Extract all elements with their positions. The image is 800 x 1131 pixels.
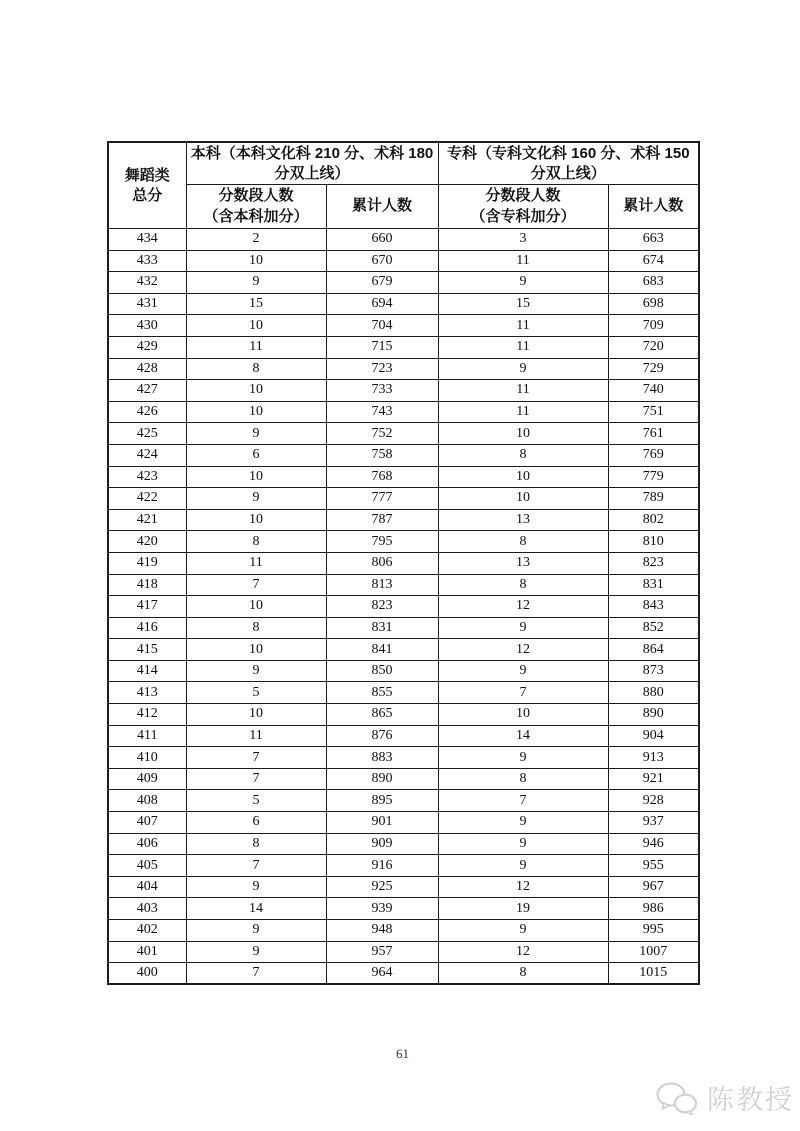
total-score-cell: 431 <box>108 293 186 315</box>
table-header <box>108 142 699 229</box>
benke-cumulative-cell: 694 <box>326 293 438 315</box>
benke-segment-count-cell: 10 <box>186 315 326 337</box>
benke-segment-count-cell: 11 <box>186 552 326 574</box>
zhuanke-cumulative-cell: 843 <box>608 596 699 618</box>
table-row <box>108 466 699 488</box>
benke-cumulative-cell: 723 <box>326 358 438 380</box>
zhuanke-cumulative-cell: 852 <box>608 617 699 639</box>
table-row <box>108 876 699 898</box>
zhuanke-segment-count-cell: 10 <box>438 704 608 726</box>
benke-cumulative-cell: 715 <box>326 336 438 358</box>
total-score-cell: 419 <box>108 552 186 574</box>
total-score-cell: 412 <box>108 704 186 726</box>
zhuanke-segment-count-cell: 12 <box>438 596 608 618</box>
benke-cumulative-cell: 679 <box>326 272 438 294</box>
zhuanke-segment-count-cell: 12 <box>438 876 608 898</box>
group-header-row <box>108 142 699 185</box>
zhuanke-cumulative-cell: 709 <box>608 315 699 337</box>
benke-cumulative-cell: 876 <box>326 725 438 747</box>
zhuanke-cumulative-cell: 810 <box>608 531 699 553</box>
zhuanke-cumulative-cell: 995 <box>608 920 699 942</box>
score-distribution-table <box>107 141 700 985</box>
sub-header-benke-segment <box>186 185 326 229</box>
zhuanke-cumulative-cell: 880 <box>608 682 699 704</box>
benke-cumulative-cell: 787 <box>326 509 438 531</box>
total-score-cell: 425 <box>108 423 186 445</box>
benke-cumulative-cell: 964 <box>326 963 438 985</box>
benke-cumulative-cell: 895 <box>326 790 438 812</box>
total-score-cell: 405 <box>108 855 186 877</box>
benke-segment-count-cell: 6 <box>186 812 326 834</box>
total-score-cell: 429 <box>108 336 186 358</box>
benke-cumulative-cell: 704 <box>326 315 438 337</box>
benke-segment-count-cell: 10 <box>186 596 326 618</box>
benke-segment-count-cell: 10 <box>186 639 326 661</box>
table-row <box>108 682 699 704</box>
benke-cumulative-cell: 883 <box>326 747 438 769</box>
zhuanke-segment-count-cell: 10 <box>438 488 608 510</box>
benke-segment-count-cell: 10 <box>186 250 326 272</box>
benke-cumulative-cell: 733 <box>326 380 438 402</box>
zhuanke-segment-count-cell: 9 <box>438 617 608 639</box>
table-row <box>108 272 699 294</box>
benke-segment-count-cell: 9 <box>186 920 326 942</box>
benke-cumulative-cell: 901 <box>326 812 438 834</box>
table-row <box>108 444 699 466</box>
wechat-logo-icon <box>655 1081 699 1115</box>
benke-segment-count-cell: 6 <box>186 444 326 466</box>
benke-cumulative-cell: 939 <box>326 898 438 920</box>
sub-header-benke-segment-line1: 分数段人数 <box>218 187 294 205</box>
benke-cumulative-cell: 850 <box>326 660 438 682</box>
total-score-cell: 418 <box>108 574 186 596</box>
benke-cumulative-cell: 660 <box>326 229 438 251</box>
total-score-cell: 414 <box>108 660 186 682</box>
zhuanke-cumulative-cell: 928 <box>608 790 699 812</box>
table-row <box>108 920 699 942</box>
zhuanke-segment-count-cell: 19 <box>438 898 608 920</box>
zhuanke-segment-count-cell: 11 <box>438 315 608 337</box>
total-score-cell: 410 <box>108 747 186 769</box>
table-row <box>108 336 699 358</box>
table-row <box>108 704 699 726</box>
zhuanke-segment-count-cell: 7 <box>438 790 608 812</box>
watermark-text: 陈教授 <box>707 1085 794 1115</box>
benke-cumulative-cell: 948 <box>326 920 438 942</box>
zhuanke-cumulative-cell: 873 <box>608 660 699 682</box>
table-row <box>108 229 699 251</box>
total-score-cell: 411 <box>108 725 186 747</box>
zhuanke-cumulative-cell: 740 <box>608 380 699 402</box>
benke-cumulative-cell: 795 <box>326 531 438 553</box>
total-score-cell: 426 <box>108 401 186 423</box>
zhuanke-cumulative-cell: 946 <box>608 833 699 855</box>
benke-segment-count-cell: 8 <box>186 833 326 855</box>
zhuanke-cumulative-cell: 913 <box>608 747 699 769</box>
benke-segment-count-cell: 10 <box>186 466 326 488</box>
total-score-cell: 423 <box>108 466 186 488</box>
zhuanke-segment-count-cell: 15 <box>438 293 608 315</box>
table-row <box>108 250 699 272</box>
table-row <box>108 574 699 596</box>
benke-cumulative-cell: 865 <box>326 704 438 726</box>
benke-cumulative-cell: 957 <box>326 941 438 963</box>
zhuanke-cumulative-cell: 831 <box>608 574 699 596</box>
benke-segment-count-cell: 9 <box>186 660 326 682</box>
table-row <box>108 401 699 423</box>
zhuanke-segment-count-cell: 10 <box>438 423 608 445</box>
table-row <box>108 941 699 963</box>
total-score-cell: 432 <box>108 272 186 294</box>
benke-cumulative-cell: 752 <box>326 423 438 445</box>
sub-header-row <box>108 185 699 229</box>
total-score-cell: 417 <box>108 596 186 618</box>
zhuanke-segment-count-cell: 9 <box>438 272 608 294</box>
total-score-cell: 428 <box>108 358 186 380</box>
benke-segment-count-cell: 9 <box>186 941 326 963</box>
table-row <box>108 790 699 812</box>
zhuanke-cumulative-cell: 729 <box>608 358 699 380</box>
total-score-cell: 402 <box>108 920 186 942</box>
total-score-cell: 407 <box>108 812 186 834</box>
total-score-cell: 406 <box>108 833 186 855</box>
total-score-cell: 420 <box>108 531 186 553</box>
benke-segment-count-cell: 11 <box>186 336 326 358</box>
benke-cumulative-cell: 823 <box>326 596 438 618</box>
total-score-cell: 430 <box>108 315 186 337</box>
benke-segment-count-cell: 7 <box>186 747 326 769</box>
total-score-cell: 422 <box>108 488 186 510</box>
benke-segment-count-cell: 10 <box>186 380 326 402</box>
table-row <box>108 747 699 769</box>
zhuanke-cumulative-cell: 937 <box>608 812 699 834</box>
sub-header-zhuanke-segment-line2: （含专科加分） <box>470 207 576 225</box>
zhuanke-segment-count-cell: 13 <box>438 509 608 531</box>
benke-segment-count-cell: 11 <box>186 725 326 747</box>
benke-cumulative-cell: 758 <box>326 444 438 466</box>
table-row <box>108 552 699 574</box>
zhuanke-segment-count-cell: 11 <box>438 401 608 423</box>
benke-segment-count-cell: 15 <box>186 293 326 315</box>
table-row <box>108 358 699 380</box>
table-row <box>108 315 699 337</box>
benke-cumulative-cell: 670 <box>326 250 438 272</box>
zhuanke-cumulative-cell: 864 <box>608 639 699 661</box>
page-number: 61 <box>396 1046 409 1061</box>
benke-segment-count-cell: 5 <box>186 682 326 704</box>
zhuanke-cumulative-cell: 921 <box>608 768 699 790</box>
sub-header-zhuanke-segment <box>438 185 608 229</box>
zhuanke-segment-count-cell: 8 <box>438 444 608 466</box>
benke-segment-count-cell: 10 <box>186 509 326 531</box>
sub-header-zhuanke-segment-line1: 分数段人数 <box>485 187 561 205</box>
zhuanke-segment-count-cell: 11 <box>438 380 608 402</box>
zhuanke-cumulative-cell: 751 <box>608 401 699 423</box>
zhuanke-cumulative-cell: 955 <box>608 855 699 877</box>
zhuanke-cumulative-cell: 674 <box>608 250 699 272</box>
benke-segment-count-cell: 9 <box>186 272 326 294</box>
zhuanke-cumulative-cell: 761 <box>608 423 699 445</box>
zhuanke-cumulative-cell: 663 <box>608 229 699 251</box>
table-row <box>108 812 699 834</box>
zhuanke-cumulative-cell: 802 <box>608 509 699 531</box>
table-row <box>108 596 699 618</box>
zhuanke-segment-count-cell: 9 <box>438 660 608 682</box>
benke-cumulative-cell: 855 <box>326 682 438 704</box>
table-row <box>108 898 699 920</box>
benke-segment-count-cell: 7 <box>186 963 326 985</box>
zhuanke-cumulative-cell: 1015 <box>608 963 699 985</box>
zhuanke-cumulative-cell: 789 <box>608 488 699 510</box>
zhuanke-cumulative-cell: 698 <box>608 293 699 315</box>
zhuanke-segment-count-cell: 9 <box>438 833 608 855</box>
benke-segment-count-cell: 8 <box>186 617 326 639</box>
benke-segment-count-cell: 9 <box>186 488 326 510</box>
total-score-cell: 413 <box>108 682 186 704</box>
table-row <box>108 423 699 445</box>
benke-segment-count-cell: 14 <box>186 898 326 920</box>
total-score-cell: 403 <box>108 898 186 920</box>
zhuanke-segment-count-cell: 12 <box>438 941 608 963</box>
table-row <box>108 725 699 747</box>
total-score-cell: 401 <box>108 941 186 963</box>
zhuanke-cumulative-cell: 823 <box>608 552 699 574</box>
benke-segment-count-cell: 8 <box>186 358 326 380</box>
benke-segment-count-cell: 9 <box>186 423 326 445</box>
zhuanke-cumulative-cell: 890 <box>608 704 699 726</box>
zhuanke-cumulative-cell: 683 <box>608 272 699 294</box>
zhuanke-segment-count-cell: 11 <box>438 336 608 358</box>
total-score-cell: 408 <box>108 790 186 812</box>
table-row <box>108 768 699 790</box>
total-score-cell: 404 <box>108 876 186 898</box>
benke-segment-count-cell: 10 <box>186 704 326 726</box>
zhuanke-segment-count-cell: 13 <box>438 552 608 574</box>
group-header-zhuanke: 专科（专科文化科 160 分、术科 150 分双上线） <box>438 142 699 185</box>
benke-segment-count-cell: 10 <box>186 401 326 423</box>
total-score-cell: 409 <box>108 768 186 790</box>
benke-cumulative-cell: 777 <box>326 488 438 510</box>
benke-cumulative-cell: 841 <box>326 639 438 661</box>
total-score-cell: 434 <box>108 229 186 251</box>
benke-cumulative-cell: 890 <box>326 768 438 790</box>
table-row <box>108 660 699 682</box>
table-row <box>108 488 699 510</box>
zhuanke-segment-count-cell: 9 <box>438 812 608 834</box>
benke-cumulative-cell: 925 <box>326 876 438 898</box>
benke-segment-count-cell: 7 <box>186 855 326 877</box>
benke-segment-count-cell: 7 <box>186 574 326 596</box>
sub-header-benke-cumulative: 累计人数 <box>326 185 438 229</box>
zhuanke-segment-count-cell: 9 <box>438 855 608 877</box>
corner-header-line1: 舞蹈类 <box>124 167 170 184</box>
benke-segment-count-cell: 9 <box>186 876 326 898</box>
corner-header-line2: 总分 <box>132 186 163 204</box>
sub-header-benke-segment-line2: （含本科加分） <box>203 207 309 225</box>
zhuanke-cumulative-cell: 1007 <box>608 941 699 963</box>
table-row <box>108 963 699 985</box>
zhuanke-segment-count-cell: 8 <box>438 768 608 790</box>
table-row <box>108 833 699 855</box>
benke-cumulative-cell: 831 <box>326 617 438 639</box>
watermark <box>655 1078 794 1117</box>
sub-header-zhuanke-cumulative: 累计人数 <box>608 185 699 229</box>
total-score-cell: 433 <box>108 250 186 272</box>
total-score-cell: 415 <box>108 639 186 661</box>
benke-cumulative-cell: 909 <box>326 833 438 855</box>
zhuanke-segment-count-cell: 14 <box>438 725 608 747</box>
benke-cumulative-cell: 813 <box>326 574 438 596</box>
benke-cumulative-cell: 806 <box>326 552 438 574</box>
benke-segment-count-cell: 7 <box>186 768 326 790</box>
zhuanke-segment-count-cell: 8 <box>438 531 608 553</box>
zhuanke-cumulative-cell: 779 <box>608 466 699 488</box>
benke-cumulative-cell: 916 <box>326 855 438 877</box>
zhuanke-cumulative-cell: 904 <box>608 725 699 747</box>
table-row <box>108 293 699 315</box>
benke-cumulative-cell: 743 <box>326 401 438 423</box>
zhuanke-cumulative-cell: 720 <box>608 336 699 358</box>
zhuanke-segment-count-cell: 9 <box>438 358 608 380</box>
zhuanke-segment-count-cell: 9 <box>438 747 608 769</box>
table-row <box>108 617 699 639</box>
benke-segment-count-cell: 5 <box>186 790 326 812</box>
zhuanke-segment-count-cell: 8 <box>438 963 608 985</box>
table-row <box>108 855 699 877</box>
group-header-benke: 本科（本科文化科 210 分、术科 180 分双上线） <box>186 142 438 185</box>
score-table-body <box>108 229 699 985</box>
benke-segment-count-cell: 2 <box>186 229 326 251</box>
total-score-cell: 424 <box>108 444 186 466</box>
zhuanke-segment-count-cell: 7 <box>438 682 608 704</box>
zhuanke-segment-count-cell: 3 <box>438 229 608 251</box>
table-row <box>108 531 699 553</box>
total-score-cell: 416 <box>108 617 186 639</box>
corner-header-total-score <box>108 142 186 229</box>
zhuanke-segment-count-cell: 8 <box>438 574 608 596</box>
benke-segment-count-cell: 8 <box>186 531 326 553</box>
table-row <box>108 380 699 402</box>
zhuanke-cumulative-cell: 986 <box>608 898 699 920</box>
total-score-cell: 427 <box>108 380 186 402</box>
zhuanke-cumulative-cell: 769 <box>608 444 699 466</box>
zhuanke-segment-count-cell: 12 <box>438 639 608 661</box>
zhuanke-segment-count-cell: 10 <box>438 466 608 488</box>
table-row <box>108 509 699 531</box>
benke-cumulative-cell: 768 <box>326 466 438 488</box>
total-score-cell: 421 <box>108 509 186 531</box>
table-row <box>108 639 699 661</box>
zhuanke-segment-count-cell: 11 <box>438 250 608 272</box>
total-score-cell: 400 <box>108 963 186 985</box>
zhuanke-cumulative-cell: 967 <box>608 876 699 898</box>
zhuanke-segment-count-cell: 9 <box>438 920 608 942</box>
